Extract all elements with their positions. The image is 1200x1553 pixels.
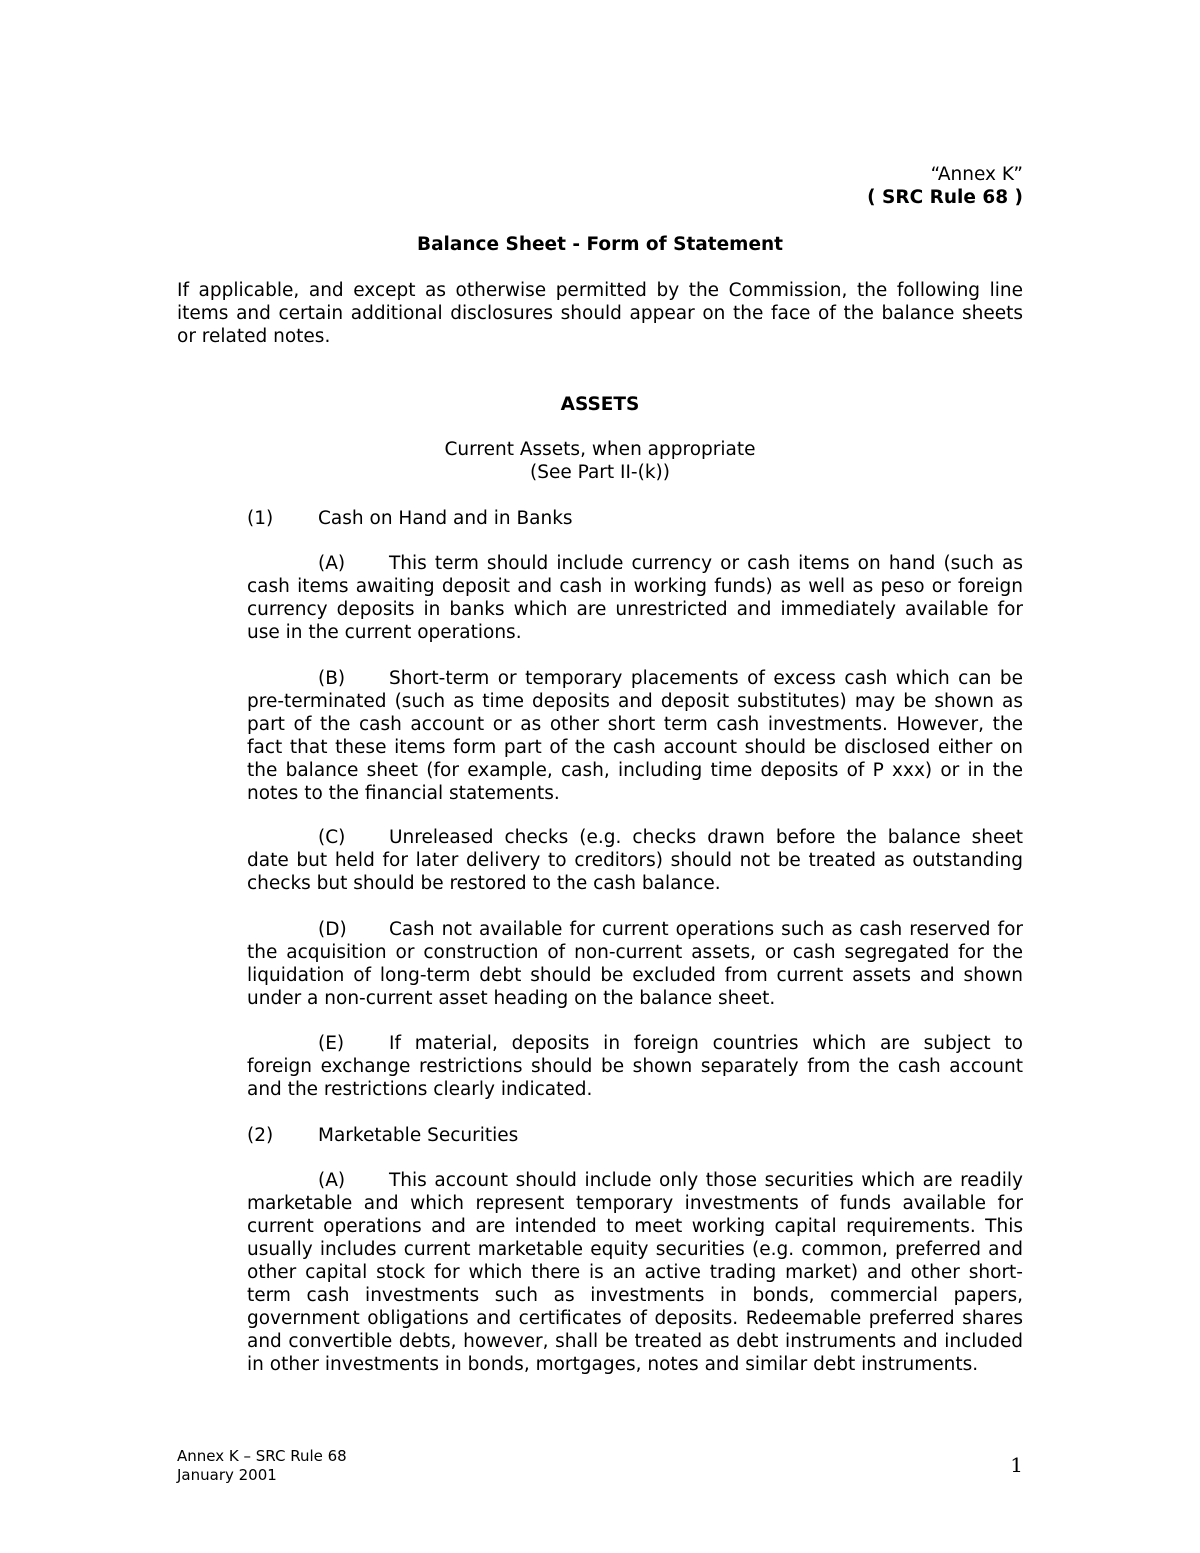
page-number: 1 bbox=[1010, 1453, 1023, 1477]
paragraph-label: (A) bbox=[318, 1170, 346, 1191]
subheading-line2: (See Part II-(k)) bbox=[530, 462, 670, 483]
paragraph-text: Unreleased checks (e.g. checks drawn before the balance sheet date but held for later delivery to creditors) should not be treated as outstanding checks but should be restored to the cash balance. bbox=[247, 827, 1023, 894]
paragraph-text: This term should include currency or cash items on hand (such as cash items awaiting deposit and cash in working funds) as well as peso or foreign currency deposits in banks which are unrestricted and immediately available for use in the current operations. bbox=[247, 553, 1023, 643]
paragraph-label: (E) bbox=[318, 1033, 345, 1054]
intro-paragraph: If applicable, and except as otherwise permitted by the Commission, the following line items and certain additional disclosures should appear on the face of the balance sheets or related notes. bbox=[177, 280, 1023, 347]
item-heading bbox=[247, 1124, 1023, 1147]
item-title: Cash on Hand and in Banks bbox=[318, 508, 573, 529]
subheading-line1: Current Assets, when appropriate bbox=[444, 439, 756, 460]
paragraph-label: (D) bbox=[318, 919, 347, 940]
item-paragraph bbox=[247, 826, 1023, 895]
page-footer bbox=[177, 1447, 347, 1485]
item-paragraph bbox=[247, 667, 1023, 805]
paragraph-text: Short-term or temporary placements of excess cash which can be pre-terminated (such as time deposits and deposit substitutes) may be shown as part of the cash account or as other short term cash investments. However, the fact that these items form part of the cash account should be disclosed either on the balance sheet (for example, cash, including time deposits of P xxx) or in the notes to the financial statements. bbox=[247, 668, 1023, 804]
paragraph-text: Cash not available for current operations such as cash reserved for the acquisition or construction of non-current assets, or cash segregated for the liquidation of long-term debt should be excluded from current assets and shown under a non-current asset heading on the balance sheet. bbox=[247, 919, 1023, 1009]
footer-line2: January 2001 bbox=[177, 1466, 277, 1484]
item-title: Marketable Securities bbox=[318, 1125, 519, 1146]
item-heading bbox=[247, 507, 1023, 530]
paragraph-text: This account should include only those securities which are readily marketable and which represent temporary investments of funds available for current operations and are intended to meet working capital requirements. This usually includes current marketable equity securities (e.g. common, preferred and other capital stock for which there is an active trading market) and other short-term cash investments such as investments in bonds, commercial papers, government obligations and certificates of deposits. Redeemable preferred shares and convertible debts, however, shall be treated as debt instruments and included in other investments in bonds, mortgages, notes and similar debt instruments. bbox=[247, 1170, 1023, 1375]
paragraph-label: (B) bbox=[318, 668, 346, 689]
item-paragraph bbox=[247, 552, 1023, 644]
document-title: Balance Sheet - Form of Statement bbox=[416, 234, 784, 255]
item-paragraph bbox=[247, 1032, 1023, 1101]
item-paragraph bbox=[247, 1169, 1023, 1376]
paragraph-text: If material, deposits in foreign countries which are subject to foreign exchange restrictions should be shown separately from the cash account and the restrictions clearly indicated. bbox=[247, 1033, 1023, 1100]
annex-label: “Annex K” bbox=[930, 164, 1023, 185]
rule-label: ( SRC Rule 68 ) bbox=[867, 187, 1023, 208]
paragraph-label: (C) bbox=[318, 827, 346, 848]
section-heading: ASSETS bbox=[560, 394, 640, 415]
footer-line1: Annex K – SRC Rule 68 bbox=[177, 1447, 347, 1465]
paragraph-label: (A) bbox=[318, 553, 346, 574]
item-number: (1) bbox=[247, 508, 274, 529]
item-paragraph bbox=[247, 918, 1023, 1010]
item-number: (2) bbox=[247, 1125, 274, 1146]
